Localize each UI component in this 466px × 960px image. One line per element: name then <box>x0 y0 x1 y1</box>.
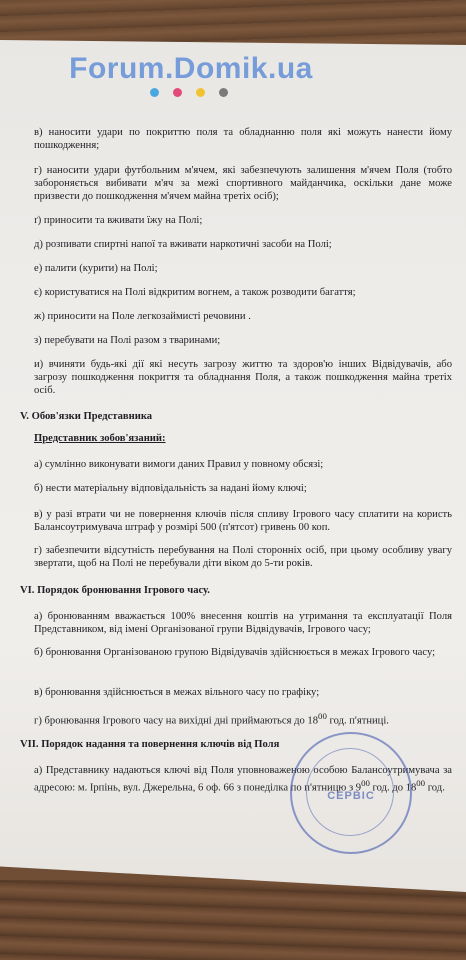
section-6-item-g-end: год. п'ятниці. <box>326 715 389 727</box>
section-5-subtitle: Представник зобов'язаний: <box>34 433 166 444</box>
section-5-item-b: б) нести матеріальну відповідальність за надані йому ключі; <box>34 483 307 494</box>
section-5-item-a: а) сумлінно виконувати вимоги даних Правил у повному обсязі; <box>34 459 324 470</box>
watermark-dots <box>150 88 228 97</box>
rule-g: г) наносити удари футбольним м'ячем, які забезпечують залишення м'ячем Поля (тобто забороняється вибивати м'яч за межі спортивного майданчика, оскільки дане може призвести до пошкодження м'ячем майна третіх осіб); <box>34 165 452 203</box>
rule-z: з) перебувати на Полі разом з тваринами; <box>34 335 221 346</box>
watermark-dot-blue <box>150 88 159 97</box>
company-stamp <box>290 732 412 854</box>
section-6-item-g <box>34 710 452 728</box>
watermark-logo: Forum.Domik.ua <box>69 52 313 85</box>
rule-ye: є) користуватися на Полі відкритим вогнем, а також розводити багаття; <box>34 287 356 298</box>
section-6-item-g-text: г) бронювання Ігрового часу на вихідні дні приймаються до 18 <box>34 715 319 727</box>
section-5-item-g: г) забезпечити відсутність перебування на Полі сторонніх осіб, при цьому особливу увагу звертати, щоб на Полі не перебували діти віком до 5-ти років. <box>34 545 452 570</box>
rule-e: е) палити (курити) на Полі; <box>34 263 158 274</box>
section-6-item-g-sup: 00 <box>318 711 327 721</box>
watermark-dot-yellow <box>196 88 205 97</box>
section-7-item-a-sup-1: 00 <box>361 778 370 789</box>
section-5-title: V. Обов'язки Представника <box>20 411 153 422</box>
section-6-item-v: в) бронювання здійснюється в межах вільного часу по графіку; <box>34 687 320 698</box>
section-6-item-a: а) бронюванням вважається 100% внесення коштів на утримання та експлуатації Поля Представником, від імені Організованої групи Відвідувачів, Ігрового часу; <box>34 611 452 636</box>
wooden-table-bottom <box>0 880 466 960</box>
rule-y: и) вчиняти будь-які дії які несуть загрозу життю та здоров'ю інших Відвідувачів, або загрозу пошкодження покриття та обладнання Поля, а також пошкодження майна третіх осіб. <box>34 359 452 397</box>
section-7-item-a-sup-2: 00 <box>416 778 426 789</box>
rule-d: д) розпивати спиртні напої та вживати наркотичні засоби на Полі; <box>34 239 332 250</box>
section-7-item-a-text-2: год. до 18 <box>369 782 417 794</box>
section-7-title: VII. Порядок надання та повернення ключів від Поля <box>20 739 280 750</box>
company-stamp-text: СЕРВІС <box>327 790 375 802</box>
section-5-item-v: в) у разі втрати чи не повернення ключів після спливу Ігрового часу сплатити на користь Балансоутримувача штраф у розмірі 500 (п'ятсот) гривень 00 коп. <box>34 509 452 534</box>
rule-v: в) наносити удари по покриттю поля та обладнанню поля які можуть нанести йому пошкодження; <box>34 127 452 152</box>
rule-zh: ж) приносити на Поле легкозаймисті речовини . <box>34 311 251 322</box>
watermark-dot-pink <box>173 88 182 97</box>
watermark-dot-gray <box>219 88 228 97</box>
section-7-item-a-text-3: год. <box>425 782 445 794</box>
section-7-item-a-text-1: а) Представнику надаються ключі від Поля уповноваженою особою Балансоутримувача за адресою: м. Ірпінь, вул. Джерельна, 6 оф. 66 з понеділка по п'ятницю з 9 <box>34 765 452 794</box>
section-6-title: VI. Порядок бронювання Ігрового часу. <box>20 585 210 596</box>
section-6-item-b: б) бронювання Організованою групою Відвідувачів здійснюється в межах Ігрового часу; <box>34 647 436 658</box>
rule-gg: ґ) приносити та вживати їжу на Полі; <box>34 215 203 226</box>
